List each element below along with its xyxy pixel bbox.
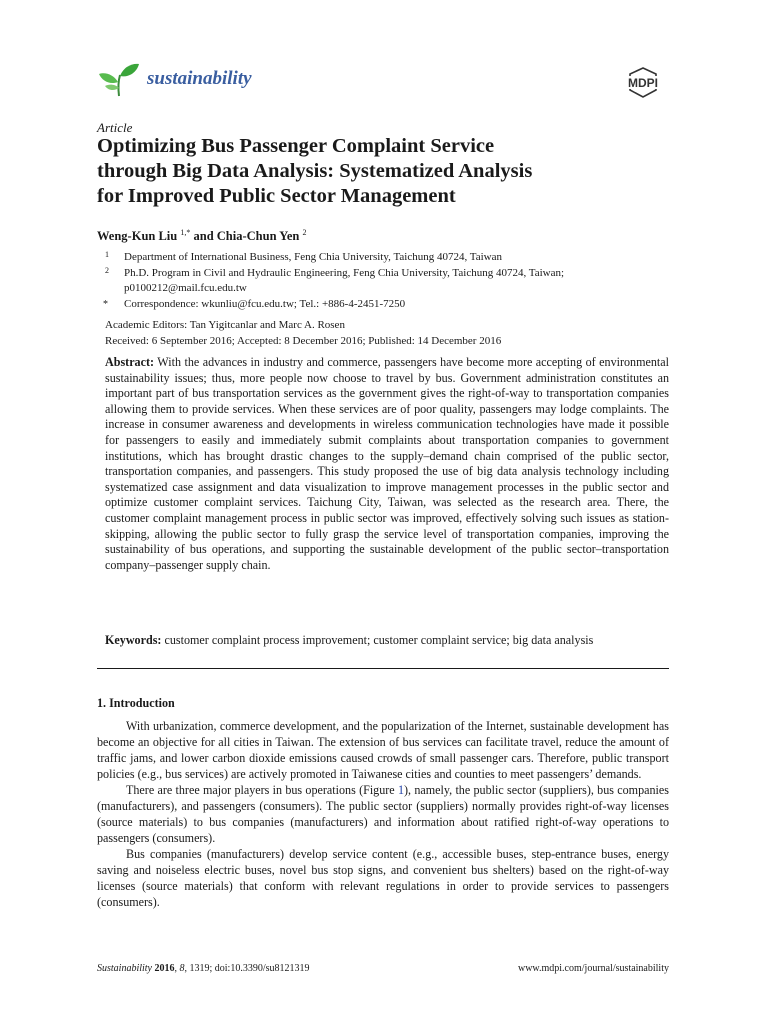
mdpi-logo [612, 66, 674, 100]
affiliation-email[interactable]: p0100212@mail.fcu.edu.tw [124, 282, 247, 295]
footer-year: 2016 [154, 963, 175, 974]
footer-journal: Sustainability [97, 963, 152, 974]
affiliation-text: Department of International Business, Feng Chia University, Taichung 40724, Taiwan [124, 251, 502, 263]
footer-pages-doi: , 1319; doi:10.3390/su8121319 [184, 963, 310, 974]
abstract-label: Abstract: [105, 355, 155, 369]
paragraph [97, 782, 669, 846]
keywords [105, 633, 669, 649]
author-list [97, 228, 306, 244]
author-affiliation-mark: 1,* [180, 228, 191, 237]
correspondence-mark: * [103, 298, 108, 310]
section-body [97, 718, 669, 910]
footer-url[interactable]: www.mdpi.com/journal/sustainability [517, 963, 669, 974]
sustainability-leaf-logo [97, 58, 141, 98]
author-name: Weng-Kun Liu [97, 229, 178, 244]
title-line-2: through Big Data Analysis: Systematized Analysis [97, 160, 533, 182]
author-affiliation-mark: 2 [302, 228, 307, 237]
affiliation-item [97, 250, 564, 266]
title-line-1: Optimizing Bus Passenger Complaint Service [97, 135, 495, 157]
paragraph-text: There are three major players in bus operations (Figure [126, 783, 398, 797]
affiliation-text: Ph.D. Program in Civil and Hydraulic Engineering, Feng Chia University, Taichung 40724, Taiwan; [124, 266, 565, 279]
keywords-label: Keywords: [105, 633, 162, 647]
footer-volume: 8 [179, 963, 185, 974]
paragraph: With urbanization, commerce development, and the popularization of the Internet, sustainable development has become an objective for all cities in Taiwan. The extension of bus services can facilitate travel, reduce the amount of traffic jams, and lower carbon dioxide emissions caused crowds of small passenger cars. Therefore, public transport policies (e.g., bus services) are actively promoted in Taiwanese cities and counties to meet passengers’ demands. [97, 719, 669, 781]
affiliation-mark: 2 [105, 265, 109, 275]
section-heading: 1. Introduction [97, 696, 175, 710]
correspondence-text[interactable]: Correspondence: wkunliu@fcu.edu.tw; Tel.: +886-4-2451-7250 [124, 297, 406, 310]
abstract-text: With the advances in industry and commerce, passengers have become more accepting of environmental sustainability issues; thus, more people now choose to travel by bus. Government administration constitutes an important part of bus transportation services as the government gives the right-of-way to transportation companies allowing them to provide services. When these services are of poor quality, passengers may lodge complaints. The increase in consumer awareness and developments in wireless communication technologies have made it possible for passengers to easily and immediately submit complaints about transportation companies to government institutions, which has brought drastic changes to the supply–demand chain comprised of the public sector, transportation companies, and passengers. This study proposed the use of big data analysis technology including systematized case assignment and data visualization to improve management processes in the public sector and optimize customer complaint services. Taichung City, Taiwan, was selected as the research area. There, the customer complaint management process in public sector was improved, effectively solving such issues as station-skipping, allowing the public sector to fully grasp the service level of transportation companies, improving the sustainability of bus operations, and supporting the sustainable development of the public sector–transportation company–passenger supply chain. [105, 355, 670, 572]
article-type-label: Article [97, 120, 133, 135]
figure-link[interactable]: 1 [397, 783, 404, 797]
author-connector: and [193, 229, 217, 244]
paragraph-text: ), namely, the public sector (suppliers), bus companies (manufacturers), and passengers (consumers). The public sector (suppliers) normally provides right-of-way licenses (source materials) to bus companies (manufacturers) and information about ratified right-of-way operations to passengers (consumers). [97, 783, 669, 845]
footer-citation: Sustainability 2016, 8, 1319; doi:10.3390/su8121319 [97, 963, 310, 974]
affiliations [97, 250, 564, 312]
mdpi-logo-text: MDPI [628, 76, 658, 90]
journal-name: sustainability [147, 68, 252, 89]
affiliation-item [97, 266, 564, 282]
abstract [105, 355, 669, 573]
article-metadata [105, 318, 501, 349]
affiliation-mark: 1 [105, 250, 109, 259]
keywords-text: customer complaint process improvement; customer complaint service; big data analysis [164, 633, 594, 647]
publication-dates: Received: 6 September 2016; Accepted: 8 December 2016; Published: 14 December 2016 [105, 334, 502, 347]
title-line-3: for Improved Public Sector Management [97, 185, 456, 207]
author-name: Chia-Chun Yen [216, 229, 300, 244]
affiliation-item [97, 281, 564, 297]
academic-editors: Academic Editors: Tan Yigitcanlar and Marc A. Rosen [105, 319, 345, 331]
section-divider [97, 668, 669, 669]
paragraph: Bus companies (manufacturers) develop service content (e.g., accessible buses, step-entrance buses, energy saving and noiseless electric buses, novel bus stop signs, and convenient bus shelters) based on the right-of-way licenses (source materials) that conform with relevant regulations in order to provide services to passengers (consumers). [97, 847, 669, 909]
article-title [97, 134, 677, 209]
correspondence [97, 297, 564, 313]
